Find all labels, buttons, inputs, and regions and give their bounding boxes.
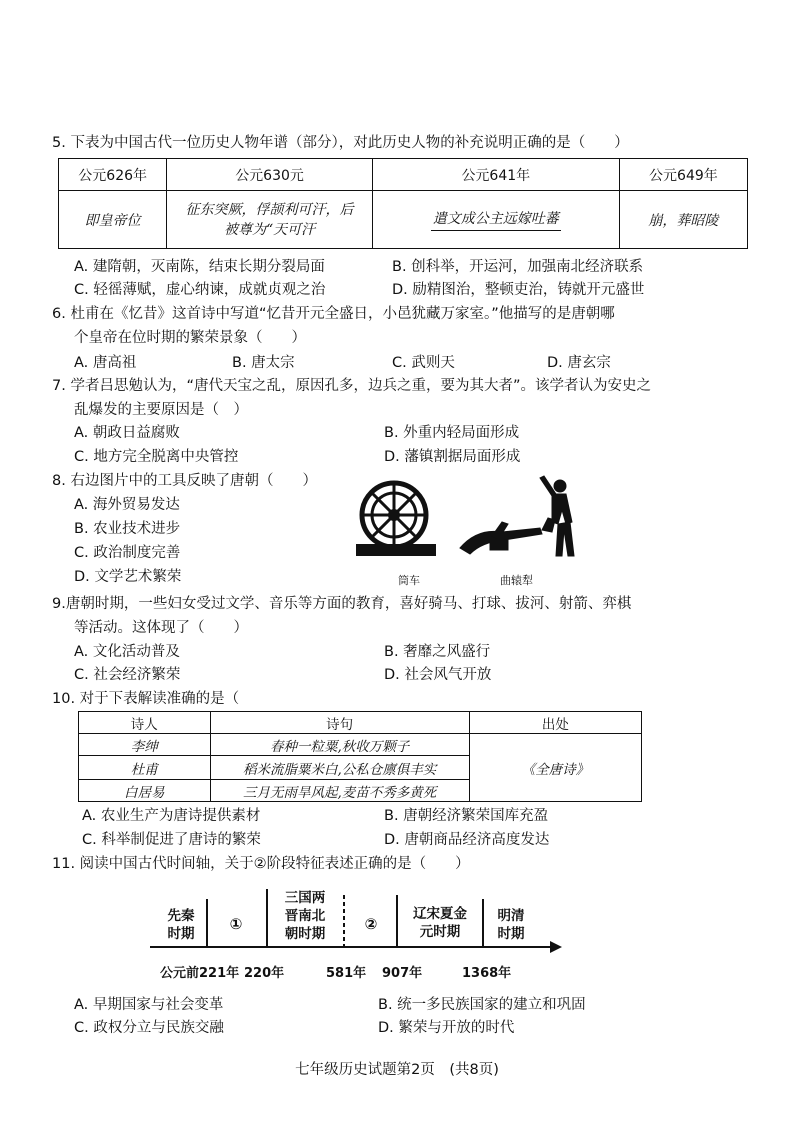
caption-water-wheel: 筒车 <box>398 574 420 587</box>
timeline-period-2-line1: ① <box>229 915 243 933</box>
q5-option-a[interactable]: A. 建隋朝，灭南陈，结束长期分裂局面 <box>74 259 325 275</box>
q7-stem-line2: 乱爆发的主要原因是（ ） <box>74 402 248 418</box>
caption-curved-plow: 曲辕犁 <box>500 574 533 587</box>
q5-event-2 <box>167 191 372 249</box>
timeline-period-1-line1: 先秦 <box>167 908 195 924</box>
q8-stem: 8. 右边图片中的工具反映了唐朝（ ） <box>52 473 317 489</box>
q7-option-a[interactable]: A. 朝政日益腐败 <box>74 425 180 441</box>
q5-option-d[interactable]: D. 励精图治，整顿吏治，铸就开元盛世 <box>392 282 645 298</box>
timeline-period-3-line1: 三国两 <box>284 890 326 906</box>
q6-option-b[interactable]: B. 唐太宗 <box>232 355 295 371</box>
q5-year-3: 公元641年 <box>372 159 619 191</box>
q7-stem-line1: 7. 学者吕思勉认为，“唐代天宝之乱，原因孔多，边兵之重，要为其大者”。该学者认为安史之 <box>52 378 651 394</box>
q11-option-d[interactable]: D. 繁荣与开放的时代 <box>378 1020 515 1036</box>
tools-illustration <box>352 470 592 570</box>
q8-option-d[interactable]: D. 文学艺术繁荣 <box>74 569 182 585</box>
q6-option-a[interactable]: A. 唐高祖 <box>74 355 137 371</box>
q5-event-3-text: 遣文成公主远嫁吐蕃 <box>431 208 561 231</box>
timeline-year-5: 1368年 <box>462 966 512 981</box>
timeline-period-6-line1: 明清 <box>497 908 525 924</box>
q9-stem-line2: 等活动。这体现了（ ） <box>74 620 248 636</box>
q7-option-c[interactable]: C. 地方完全脱离中央管控 <box>74 449 239 465</box>
timeline-period-3-line3: 朝时期 <box>284 926 326 942</box>
q10-poet-2: 杜甫 <box>79 756 211 780</box>
q5-event-3 <box>372 191 619 249</box>
q5-option-b[interactable]: B. 创科举，开运河，加强南北经济联系 <box>392 259 644 275</box>
timeline-year-4: 907年 <box>382 966 423 981</box>
timeline-period-5-line2: 元时期 <box>419 924 461 940</box>
timeline-period-6 <box>484 907 538 943</box>
q10-source: 《全唐诗》 <box>469 734 641 802</box>
q10-option-d[interactable]: D. 唐朝商品经济高度发达 <box>384 832 550 848</box>
q10-verse-2: 稻米流脂粟米白,公私仓廪俱丰实 <box>210 756 469 780</box>
q10-header-verse: 诗句 <box>210 712 469 734</box>
q9-option-c[interactable]: C. 社会经济繁荣 <box>74 667 181 683</box>
timeline-period-1-line2: 时期 <box>167 926 195 942</box>
q11-option-a[interactable]: A. 早期国家与社会变革 <box>74 997 224 1013</box>
timeline-period-3-line2: 晋南北 <box>284 908 326 924</box>
q10-table <box>78 711 642 802</box>
q5-event-4: 崩，葬昭陵 <box>619 191 747 249</box>
timeline-period-5 <box>398 905 482 941</box>
timeline-period-6-line2: 时期 <box>497 926 525 942</box>
q5-year-2: 公元630元 <box>167 159 372 191</box>
q10-verse-1: 春种一粒粟,秋收万颗子 <box>210 734 469 756</box>
q6-stem-line1: 6. 杜甫在《忆昔》这首诗中写道“忆昔开元全盛日，小邑犹藏万家室。”他描写的是唐朝哪 <box>52 306 615 322</box>
q10-header-source: 出处 <box>469 712 641 734</box>
q9-option-a[interactable]: A. 文化活动普及 <box>74 644 180 660</box>
timeline-year-1: 公元前221年 <box>160 966 240 981</box>
q6-stem-line2: 个皇帝在位时期的繁荣景象（ ） <box>74 330 306 346</box>
q7-option-b[interactable]: B. 外重内轻局面形成 <box>384 425 520 441</box>
q9-option-b[interactable]: B. 奢靡之风盛行 <box>384 644 491 660</box>
q11-option-c[interactable]: C. 政权分立与民族交融 <box>74 1020 224 1036</box>
timeline-period-4 <box>346 915 396 933</box>
q10-option-b[interactable]: B. 唐朝经济繁荣国库充盈 <box>384 808 549 824</box>
q5-year-4: 公元649年 <box>619 159 747 191</box>
curved-plow-icon <box>460 476 574 556</box>
q5-event-1: 即皇帝位 <box>59 191 167 249</box>
timeline-year-2: 220年 <box>244 966 285 981</box>
q7-option-d[interactable]: D. 藩镇割据局面形成 <box>384 449 521 465</box>
q5-stem: 5. 下表为中国古代一位历史人物年谱（部分），对此历史人物的补充说明正确的是（ ） <box>52 135 629 151</box>
q10-stem: 10. 对于下表解读准确的是（ <box>52 691 240 707</box>
q10-option-c[interactable]: C. 科举制促进了唐诗的繁荣 <box>82 832 261 848</box>
q10-poet-3: 白居易 <box>79 780 211 802</box>
q8-option-a[interactable]: A. 海外贸易发达 <box>74 497 180 513</box>
q9-stem-line1: 9.唐朝时期，一些妇女受过文学、音乐等方面的教育，喜好骑马、打球、拔河、射箭、弈棋 <box>52 596 632 612</box>
q8-option-b[interactable]: B. 农业技术进步 <box>74 521 181 537</box>
timeline-period-2 <box>210 915 262 933</box>
q6-option-c[interactable]: C. 武则天 <box>392 355 455 371</box>
q10-poet-1: 李绅 <box>79 734 211 756</box>
q10-option-a[interactable]: A. 农业生产为唐诗提供素材 <box>82 808 261 824</box>
q5-event-2-line1: 征东突厥，俘颉利可汗，后 <box>185 201 354 218</box>
q5-option-c[interactable]: C. 轻徭薄赋，虚心纳谏，成就贞观之治 <box>74 282 326 298</box>
q6-option-d[interactable]: D. 唐玄宗 <box>547 355 611 371</box>
water-wheel-icon <box>356 483 436 556</box>
timeline-period-5-line1: 辽宋夏金 <box>413 906 467 922</box>
page-footer: 七年级历史试题第2页 (共8页) <box>295 1062 499 1078</box>
q10-header-poet: 诗人 <box>79 712 211 734</box>
timeline-period-3 <box>268 889 342 943</box>
q10-verse-3: 三月无雨旱风起,麦苗不秀多黄死 <box>210 780 469 802</box>
timeline-period-1 <box>154 907 208 943</box>
q8-option-c[interactable]: C. 政治制度完善 <box>74 545 181 561</box>
q5-year-1: 公元626年 <box>59 159 167 191</box>
q11-stem: 11. 阅读中国古代时间轴，关于②阶段特征表述正确的是（ ） <box>52 856 470 872</box>
q9-option-d[interactable]: D. 社会风气开放 <box>384 667 492 683</box>
q11-option-b[interactable]: B. 统一多民族国家的建立和巩固 <box>378 997 586 1013</box>
q5-event-2-line2: 被尊为“天可汗 <box>223 221 316 238</box>
timeline-year-3: 581年 <box>326 966 367 981</box>
q5-table <box>58 158 748 249</box>
timeline-period-4-line1: ② <box>364 915 378 933</box>
